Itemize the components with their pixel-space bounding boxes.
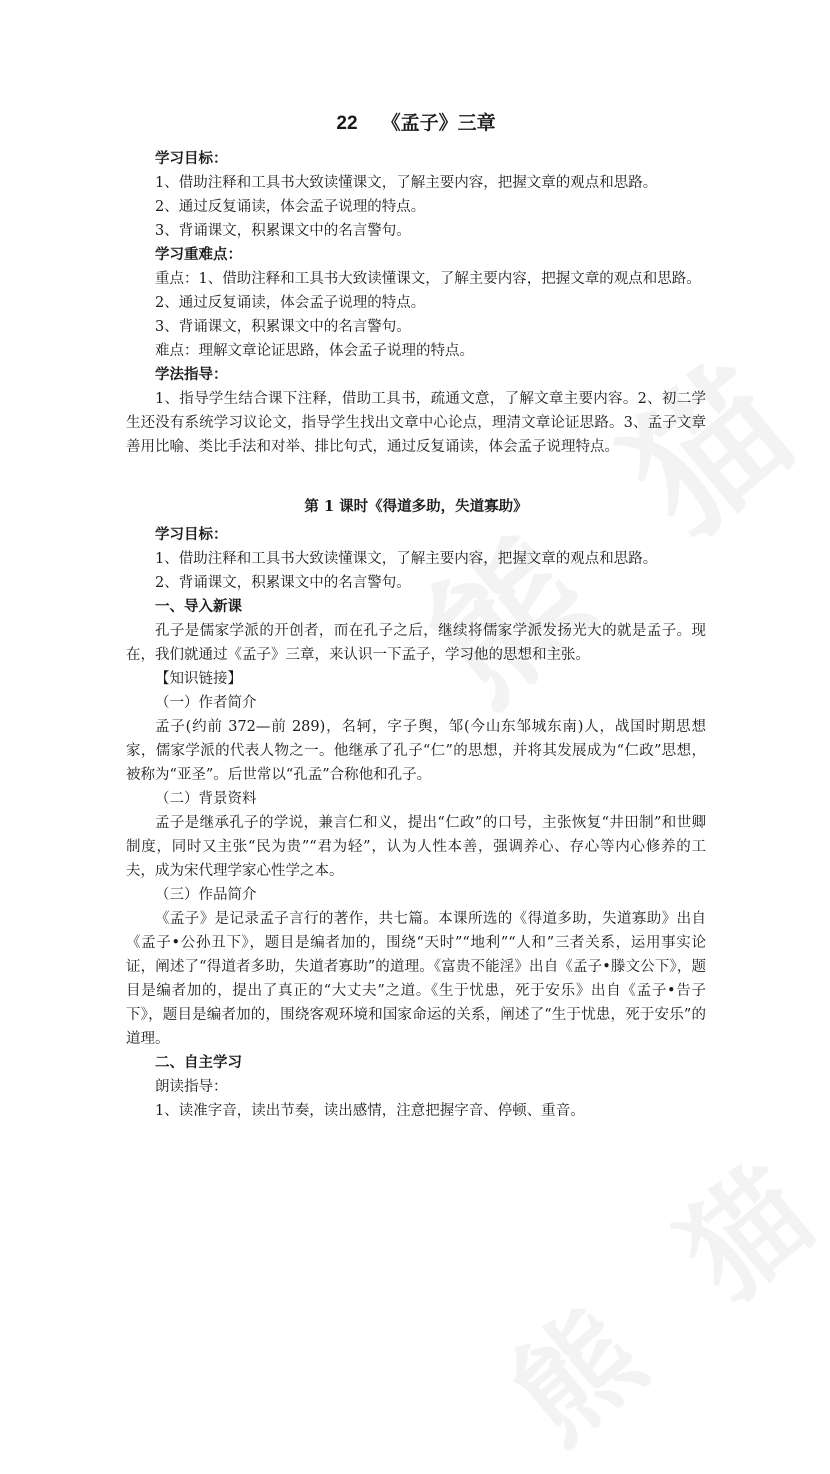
overview-line-3: 3、背诵课文，积累课文中的名言警句。 (155, 223, 411, 239)
overview-line-2: 2、通过反复诵读，体会孟子说理的特点。 (155, 199, 426, 215)
overview-line-1: 1、借助注释和工具书大致读懂课文，了解主要内容，把握文章的观点和思路。 (155, 175, 658, 191)
lesson-line-12: 二、自主学习 (155, 1054, 242, 1071)
lesson-line-5: 【知识链接】 (155, 671, 242, 687)
lesson-line-2: 2、背诵课文，积累课文中的名言警句。 (155, 575, 411, 591)
overview-line-0: 学习目标： (155, 150, 228, 167)
lesson-line-11: 《孟子》是记录孟子言行的著作，共七篇。本课所选的《得道多助，失道寡助》出自《孟子•公孙丑下》，题目是编者加的，围绕“天时”“地利”“人和”三者关系，运用事实论证，阐述了“得道者多助，失道者寡助”的道理。《富贵不能淫》出自《孟子•滕文公下》，题目是编者加的，提出了真正的“大丈夫”之道。《生于忧患，死于安乐》出自《孟子•告子下》，题目是编者加的，围绕客观环境和国家命运的关系，阐述了“生于忧患，死于安乐”的道理。 (126, 911, 706, 1047)
overview-line-8: 难点：理解文章论证思路，体会孟子说理的特点。 (155, 343, 474, 359)
page-title (126, 108, 706, 139)
overview-line-6: 2、通过反复诵读，体会孟子说理的特点。 (155, 295, 426, 311)
section-lesson-1 (126, 523, 706, 1123)
overview-line-7: 3、背诵课文，积累课文中的名言警句。 (155, 319, 411, 335)
lesson-line-4: 孔子是儒家学派的开创者，而在孔子之后，继续将儒家学派发扬光大的就是孟子。现在，我们就通过《孟子》三章，来认识一下孟子，学习他的思想和主张。 (126, 623, 706, 663)
lesson-line-3: 一、导入新课 (155, 598, 242, 615)
lesson-title: 第 1 课时《得道多助，失道寡助》 (304, 498, 528, 515)
lesson-line-14: 1、读准字音，读出节奏，读出感情，注意把握字音、停顿、重音。 (155, 1103, 585, 1119)
lesson-line-10: （三）作品简介 (155, 887, 257, 903)
overview-line-5: 重点：1、借助注释和工具书大致读懂课文，了解主要内容，把握文章的观点和思路。 (155, 271, 701, 287)
overview-line-10: 1、指导学生结合课下注释，借助工具书，疏通文意，了解文章主要内容。2、初二学生还没有系统学习议论文，指导学生找出文章中心论点，理清文章论证思路。3、孟子文章善用比喻、类比手法和对举、排比句式，通过反复诵读，体会孟子说理特点。 (126, 391, 706, 455)
lesson-line-6: （一）作者简介 (155, 695, 257, 711)
lesson-line-7: 孟子(约前 372—前 289)，名轲，字子舆，邹(今山东邹城东南)人，战国时期思想家，儒家学派的代表人物之一。他继承了孔子“仁”的思想，并将其发展成为“仁政”思想，被称为“亚圣”。后世常以“孔孟”合称他和孔子。 (126, 719, 706, 783)
lesson-line-8: （二）背景资料 (155, 791, 257, 807)
document-page (126, 108, 706, 1123)
lesson-line-1: 1、借助注释和工具书大致读懂课文，了解主要内容，把握文章的观点和思路。 (155, 551, 658, 567)
lesson-line-9: 孟子是继承孔子的学说，兼言仁和义，提出“仁政”的口号，主张恢复“井田制”和世卿制度，同时又主张“民为贵”“君为轻”，认为人性本善，强调养心、存心等内心修养的工夫，成为宋代理学家心性学之本。 (126, 815, 706, 879)
lesson-line-13: 朗读指导： (155, 1079, 228, 1095)
overview-line-9: 学法指导： (155, 366, 228, 383)
title-text: 《孟子》三章 (381, 112, 496, 134)
lesson-line-0: 学习目标： (155, 526, 228, 543)
section-overview (126, 147, 706, 459)
title-number: 22 (336, 113, 358, 134)
overview-line-4: 学习重难点： (155, 246, 242, 263)
